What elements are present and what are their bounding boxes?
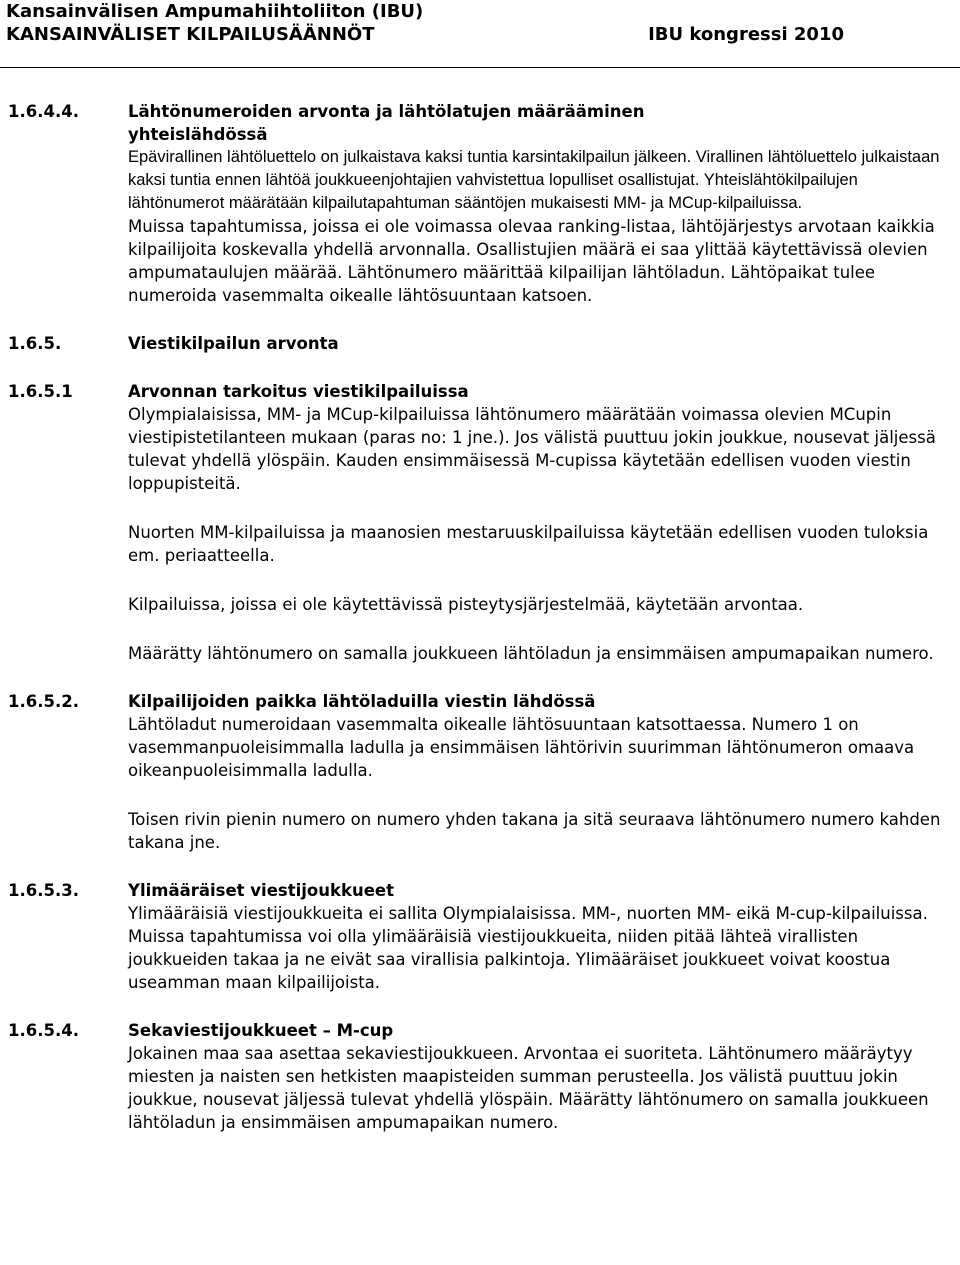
section-body: [128, 879, 958, 994]
section-number: 1.6.5.3.: [8, 881, 79, 900]
paragraph: Toisen rivin pienin numero on numero yhden takana ja sitä seuraava lähtönumero numero kahden takana jne.: [128, 810, 941, 852]
paragraph: Ylimääräisiä viestijoukkueita ei sallita Olympialaisissa. MM-, nuorten MM- eikä M-cup-kilpailuissa. Muissa tapahtumissa voi olla ylimääräisiä viestijoukkueita, niiden pitää lähteä virallisten joukkueiden takaa ja ne eivät saa virallisia palkintoja. Ylimääräiset joukkueet voivat koostua useamman maan kilpailijoista.: [128, 904, 928, 992]
section-title: Arvonnan tarkoitus viestikilpailuissa: [128, 382, 469, 401]
document-header: [6, 0, 954, 46]
section-number: 1.6.4.4.: [8, 102, 79, 121]
section-1-6-5-2: [8, 690, 958, 854]
header-line2: [6, 23, 844, 46]
section-title-cont: yhteislähdössä: [128, 125, 268, 144]
section-number: 1.6.5.4.: [8, 1021, 79, 1040]
section-title: Sekaviestijoukkueet – M-cup: [128, 1021, 394, 1040]
section-number: 1.6.5.: [8, 334, 62, 353]
section-number: 1.6.5.1: [8, 382, 73, 401]
header-congress: IBU kongressi 2010: [648, 24, 844, 45]
section-body: [128, 100, 958, 307]
section-body: [128, 690, 958, 854]
section-body: [128, 1019, 958, 1134]
section-1-6-5-3: [8, 879, 958, 994]
section-body: [128, 380, 958, 665]
section-title: Lähtönumeroiden arvonta ja lähtölatujen määrääminen: [128, 102, 645, 121]
paragraph-text: Epävirallinen lähtöluettelo on julkaistava kaksi tuntia karsintakilpailun jälkeen. Virallinen lähtöluettelo julkaistaan kaksi tuntia ennen lähtöä joukkueenjohtajien vahvistettua lopulliset osallistujat.: [128, 148, 940, 189]
paragraph: Kilpailuissa, joissa ei ole käytettävissä pisteytysjärjestelmää, käytetään arvontaa.: [128, 595, 804, 614]
paragraph: Jokainen maa saa asettaa sekaviestijoukkueen. Arvontaa ei suoriteta. Lähtönumero määräytyy miesten ja naisten sen hetkisten maapisteiden summan perusteella. Jos välistä puuttuu jokin joukkue, nousevat jäljessä tulevat yhdellä ylöspäin. Määrätty lähtönumero on samalla joukkueen lähtöladun ja ensimmäisen ampumapaikan numero.: [128, 1044, 929, 1132]
section-title: Kilpailijoiden paikka lähtöladuilla viestin lähdössä: [128, 692, 596, 711]
paragraph: Nuorten MM-kilpailuissa ja maanosien mestaruuskilpailuissa käytetään edellisen vuoden tuloksia em. periaatteella.: [128, 523, 929, 565]
section-title: Ylimääräiset viestijoukkueet: [128, 881, 394, 900]
document-body: [8, 100, 958, 1134]
section-1-6-5: [8, 332, 958, 355]
paragraph: Olympialaisissa, MM- ja MCup-kilpailuissa lähtönumero määrätään voimassa olevien MCupin viestipistetilanteen mukaan (paras no: 1 jne.). Jos välistä puuttuu jokin joukkue, nousevat jäljessä tulevat yhdellä ylöspäin. Kauden ensimmäisessä M-cupissa käytetään edellisen vuoden viestin loppupisteitä.: [128, 405, 936, 493]
paragraph: [128, 146, 958, 215]
header-divider: [0, 67, 960, 68]
header-rules-title: KANSAINVÄLISET KILPAILUSÄÄNNÖT: [6, 24, 375, 45]
section-1-6-4-4: [8, 100, 958, 307]
paragraph: Muissa tapahtumissa, joissa ei ole voimassa olevaa ranking-listaa, lähtöjärjestys arvotaan kaikkia kilpailijoita koskevalla yhdellä arvonnalla. Osallistujien määrä ei saa ylittää käytettävissä olevien ampumataulujen määrää. Lähtönumero määrittää kilpailijan lähtöladun. Lähtöpaikat tulee numeroida vasemmalta oikealle lähtösuuntaan katsoen.: [128, 217, 935, 305]
section-body: [128, 332, 958, 355]
paragraph-text: Yhteislähtökilpailujen lähtönumerot määrätään kilpailutapahtuman sääntöjen mukaisesti MM- ja MCup-kilpailuissa.: [128, 171, 858, 212]
paragraph: Lähtöladut numeroidaan vasemmalta oikealle lähtösuuntaan katsottaessa. Numero 1 on vasemmanpuoleisimmalla ladulla ja ensimmäisen lähtörivin suurimman lähtönumeron omaava oikeanpuoleisimmalla ladulla.: [128, 715, 915, 780]
paragraph: Määrätty lähtönumero on samalla joukkueen lähtöladun ja ensimmäisen ampumapaikan numero.: [128, 644, 934, 663]
section-1-6-5-4: [8, 1019, 958, 1134]
section-number: 1.6.5.2.: [8, 692, 79, 711]
section-title: Viestikilpailun arvonta: [128, 334, 339, 353]
section-1-6-5-1: [8, 380, 958, 665]
header-organization: Kansainvälisen Ampumahiihtoliiton (IBU): [6, 1, 424, 22]
